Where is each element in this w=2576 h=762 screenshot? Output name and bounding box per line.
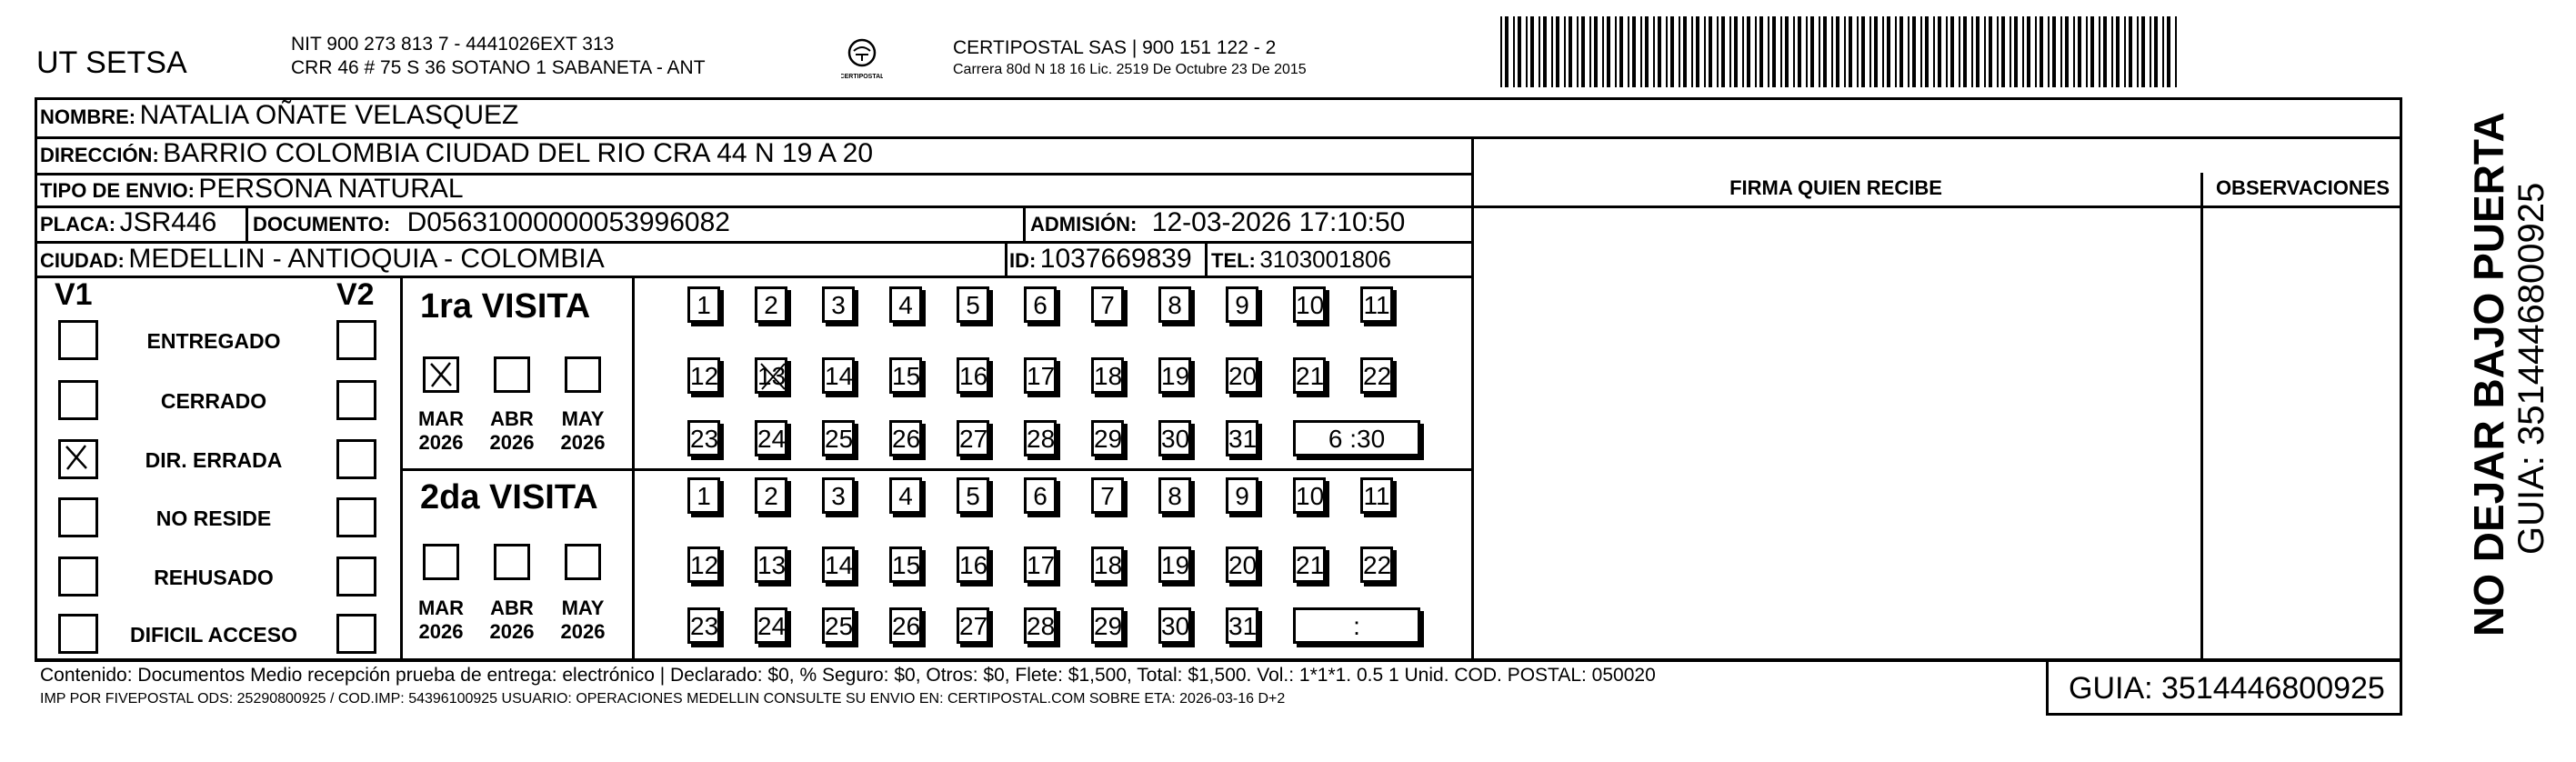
barcode-bar	[2027, 16, 2030, 87]
day-box[interactable]: 20	[1226, 546, 1258, 583]
v1-checkbox[interactable]	[58, 497, 98, 537]
barcode-bar	[1640, 16, 1642, 87]
barcode-bar	[1615, 16, 1617, 87]
v2-checkbox[interactable]	[336, 556, 376, 597]
month-checkbox[interactable]	[423, 544, 459, 580]
month-label: MAR 2026	[417, 597, 465, 643]
barcode-bar	[1849, 16, 1852, 87]
placa-cell	[40, 207, 216, 238]
day-box[interactable]: 8	[1158, 286, 1191, 323]
day-box[interactable]: 11	[1360, 286, 1393, 323]
admision-cell	[1030, 207, 1405, 238]
barcode-bar	[2048, 16, 2050, 87]
month-label: ABR 2026	[489, 597, 535, 643]
day-box[interactable]: 10	[1293, 477, 1326, 514]
month-label: ABR 2026	[489, 407, 535, 454]
barcode-bar	[1704, 16, 1706, 87]
barcode-bar	[1551, 16, 1553, 87]
barcode-bar	[2129, 16, 2132, 87]
day-box[interactable]: 13	[755, 546, 787, 583]
day-box[interactable]: 19	[1158, 546, 1191, 583]
barcode-bar	[2052, 16, 2056, 87]
day-box[interactable]: 25	[822, 607, 855, 644]
day-box[interactable]: 22	[1360, 357, 1393, 394]
barcode-bar	[1670, 16, 1674, 87]
barcode-bar	[1556, 16, 1559, 87]
barcode-bar	[1768, 16, 1769, 87]
day-box[interactable]: 4	[889, 477, 922, 514]
barcode-bar	[2141, 16, 2145, 87]
month-label: MAY 2026	[560, 407, 606, 454]
admision-value: 12-03-2026 17:10:50	[1151, 207, 1406, 237]
barcode-bar	[1577, 16, 1579, 87]
tipo-envio-row	[40, 174, 464, 205]
barcode-bar	[1831, 16, 1833, 87]
direccion-row	[40, 138, 873, 169]
v2-checkbox[interactable]	[336, 380, 376, 420]
day-box[interactable]: 19	[1158, 357, 1191, 394]
day-box[interactable]: 17	[1024, 546, 1057, 583]
v1-checkbox[interactable]	[58, 320, 98, 360]
day-box[interactable]: 26	[889, 607, 922, 644]
barcode-bar	[1819, 16, 1820, 87]
day-box[interactable]: 9	[1226, 286, 1258, 323]
footer-line2: IMP POR FIVEPOSTAL ODS: 25290800925 / COD.IMP: 54396100925 USUARIO: OPERACIONES MEDELLIN CONSULTE SU ENVIO EN: CERTIPOSTAL.COM SOBRE ETA: 2026-03-16 D+2	[40, 691, 1286, 707]
day-box[interactable]: 21	[1293, 546, 1326, 583]
v2-checkbox[interactable]	[336, 614, 376, 654]
barcode-bar	[2137, 16, 2139, 87]
barcode-bar	[1518, 16, 1521, 87]
barcode-bar	[1946, 16, 1948, 87]
tipo-envio-value: PERSONA NATURAL	[198, 174, 464, 204]
observaciones-label: OBSERVACIONES	[2215, 176, 2391, 199]
v1-checkbox[interactable]	[58, 439, 98, 479]
license-line: Carrera 80d N 18 16 Lic. 2519 De Octubre 23 De 2015	[953, 62, 1307, 77]
barcode-bar	[1887, 16, 1890, 87]
day-box[interactable]: 12	[687, 546, 720, 583]
barcode-bar	[2167, 16, 2170, 87]
barcode-bar	[1895, 16, 1897, 87]
barcode-bar	[2073, 16, 2075, 87]
barcode-bar	[1717, 16, 1719, 87]
firma-area[interactable]	[1475, 209, 2199, 657]
status-label: CERRADO	[160, 389, 267, 413]
time-box[interactable]: 6 :30	[1293, 420, 1420, 456]
v1-checkbox[interactable]	[58, 380, 98, 420]
barcode-bar	[1908, 16, 1909, 87]
side-guia: GUIA: 3514446800925	[2511, 182, 2551, 555]
placa-value: JSR446	[119, 207, 217, 237]
day-box[interactable]: 10	[1293, 286, 1326, 323]
day-box[interactable]: 1	[687, 477, 720, 514]
barcode-bar	[1861, 16, 1865, 87]
barcode-bar	[1869, 16, 1871, 87]
day-box[interactable]: 3	[822, 477, 855, 514]
barcode-bar	[2099, 16, 2100, 87]
day-box[interactable]: 7	[1091, 477, 1124, 514]
v2-checkbox[interactable]	[336, 439, 376, 479]
barcode-bar	[1933, 16, 1935, 87]
barcode-bar	[1882, 16, 1884, 87]
tipo-envio-label: TIPO DE ENVIO:	[40, 179, 195, 202]
status-label: DIR. ERRADA	[145, 448, 283, 472]
id-label: ID:	[1009, 249, 1037, 272]
barcode-bar	[2001, 16, 2005, 87]
day-box[interactable]: 15	[889, 546, 922, 583]
direccion-label: DIRECCIÓN:	[40, 144, 159, 166]
address-line: CRR 46 # 75 S 36 SOTANO 1 SABANETA - ANT	[291, 57, 706, 78]
barcode-bar	[2078, 16, 2081, 87]
month-checkbox[interactable]	[565, 544, 601, 580]
certipostal-line: CERTIPOSTAL SAS | 900 151 122 - 2	[953, 37, 1277, 58]
time-box[interactable]: :	[1293, 607, 1420, 644]
barcode-bar	[2154, 16, 2158, 87]
month-label: MAY 2026	[560, 597, 606, 643]
barcode-bar	[1912, 16, 1916, 87]
barcode-bar	[1653, 16, 1655, 87]
day-box[interactable]: 1	[687, 286, 720, 323]
day-box[interactable]: 27	[957, 420, 989, 456]
status-label: REHUSADO	[154, 566, 274, 589]
ciudad-label: CIUDAD:	[40, 249, 125, 272]
month-checkbox[interactable]	[565, 356, 601, 393]
day-box[interactable]: 18	[1091, 546, 1124, 583]
day-box[interactable]: 25	[822, 420, 855, 456]
day-box[interactable]: 30	[1158, 420, 1191, 456]
placa-label: PLACA:	[40, 213, 116, 236]
day-box[interactable]: 16	[957, 357, 989, 394]
day-box[interactable]: 6	[1024, 286, 1057, 323]
barcode-bar	[1543, 16, 1547, 87]
nombre-row	[40, 100, 518, 131]
day-box[interactable]: 5	[957, 286, 989, 323]
barcode-bar	[1938, 16, 1941, 87]
nit-line: NIT 900 273 813 7 - 4441026EXT 313	[291, 34, 615, 55]
day-box[interactable]: 8	[1158, 477, 1191, 514]
barcode-bar	[1658, 16, 1661, 87]
barcode-bar	[1721, 16, 1725, 87]
day-box[interactable]: 31	[1226, 607, 1258, 644]
barcode-bar	[1899, 16, 1903, 87]
day-box[interactable]: 29	[1091, 607, 1124, 644]
barcode-bar	[1984, 16, 1986, 87]
barcode-bar	[1696, 16, 1699, 87]
barcode-bar	[1857, 16, 1859, 87]
barcode-bar	[1785, 16, 1789, 87]
barcode-bar	[2116, 16, 2120, 87]
barcode-bar	[1564, 16, 1566, 87]
month-checkbox[interactable]	[494, 544, 530, 580]
day-box[interactable]: 16	[957, 546, 989, 583]
observaciones-area[interactable]	[2204, 209, 2401, 657]
barcode-bar	[1581, 16, 1585, 87]
documento-value: D05631000000053996082	[406, 207, 730, 237]
day-box[interactable]: 30	[1158, 607, 1191, 644]
status-label: ENTREGADO	[146, 329, 281, 353]
v2-label: V2	[336, 277, 375, 312]
barcode-bar	[1989, 16, 1992, 87]
day-box[interactable]: 26	[889, 420, 922, 456]
first-visit-title: 1ra VISITA	[420, 287, 591, 326]
barcode-bar	[1691, 16, 1693, 87]
day-box[interactable]: 5	[957, 477, 989, 514]
day-box[interactable]: 13	[755, 357, 787, 394]
barcode-bar	[1836, 16, 1839, 87]
day-box[interactable]: 15	[889, 357, 922, 394]
barcode-bar	[2035, 16, 2037, 87]
v1-checkbox[interactable]	[58, 614, 98, 654]
barcode-bar	[1976, 16, 1980, 87]
barcode-bar	[1742, 16, 1744, 87]
barcode-bar	[1810, 16, 1814, 87]
barcode-bar	[2103, 16, 2107, 87]
month-checkbox[interactable]	[423, 356, 459, 393]
day-box[interactable]: 14	[822, 357, 855, 394]
day-box[interactable]: 20	[1226, 357, 1258, 394]
day-box[interactable]: 31	[1226, 420, 1258, 456]
barcode-bar	[1505, 16, 1509, 87]
day-box[interactable]: 29	[1091, 420, 1124, 456]
day-box[interactable]: 11	[1360, 477, 1393, 514]
barcode-bar	[1513, 16, 1515, 87]
barcode-bar	[1950, 16, 1954, 87]
barcode-bar	[2060, 16, 2062, 87]
barcode-bar	[2111, 16, 2113, 87]
barcode-bar	[1594, 16, 1598, 87]
barcode-bar	[1798, 16, 1801, 87]
day-box[interactable]: 21	[1293, 357, 1326, 394]
ciudad-cell	[40, 244, 605, 275]
day-box[interactable]: 23	[687, 607, 720, 644]
tel-cell	[1211, 246, 1391, 274]
v2-checkbox[interactable]	[336, 320, 376, 360]
day-box[interactable]: 22	[1360, 546, 1393, 583]
barcode-bar	[1874, 16, 1878, 87]
day-box[interactable]: 2	[755, 286, 787, 323]
documento-cell	[253, 207, 730, 238]
barcode-bar	[2162, 16, 2164, 87]
nombre-value: NATALIA OÑATE VELASQUEZ	[139, 100, 519, 130]
barcode-bar	[1709, 16, 1712, 87]
company-name: UT SETSA	[36, 45, 187, 80]
barcode-bar	[2124, 16, 2126, 87]
barcode-bar	[1959, 16, 1960, 87]
status-label: DIFICIL ACCESO	[129, 623, 297, 647]
barcode-bar	[1755, 16, 1757, 87]
day-box[interactable]: 27	[957, 607, 989, 644]
day-box[interactable]: 18	[1091, 357, 1124, 394]
day-box[interactable]: 28	[1024, 607, 1057, 644]
barcode-bar	[1526, 16, 1528, 87]
certipostal-logo	[841, 36, 883, 84]
id-cell	[1009, 244, 1192, 275]
day-box[interactable]: 7	[1091, 286, 1124, 323]
day-box[interactable]: 17	[1024, 357, 1057, 394]
v1-label: V1	[55, 277, 93, 312]
barcode-bar	[2010, 16, 2011, 87]
barcode-bar	[1997, 16, 1999, 87]
id-value: 1037669839	[1039, 244, 1192, 274]
nombre-label: NOMBRE:	[40, 105, 136, 128]
barcode-bar	[1666, 16, 1668, 87]
admision-label: ADMISIÓN:	[1030, 213, 1138, 236]
day-box[interactable]: 28	[1024, 420, 1057, 456]
barcode-bar	[1729, 16, 1731, 87]
barcode-bar	[1619, 16, 1623, 87]
barcode-bar	[2014, 16, 2018, 87]
barcode-bar	[1844, 16, 1846, 87]
barcode-bar	[1925, 16, 1929, 87]
ciudad-value: MEDELLIN - ANTIOQUIA - COLOMBIA	[128, 244, 605, 274]
day-box[interactable]: 6	[1024, 477, 1057, 514]
direccion-value: BARRIO COLOMBIA CIUDAD DEL RIO CRA 44 N 19 A 20	[163, 138, 874, 168]
barcode-bar	[1607, 16, 1610, 87]
barcode-bar	[1971, 16, 1973, 87]
barcode-bar	[1500, 16, 1502, 87]
day-box[interactable]: 24	[755, 607, 787, 644]
barcode-bar	[1632, 16, 1636, 87]
barcode-bar	[1920, 16, 1922, 87]
tel-value: 3103001806	[1259, 246, 1391, 273]
barcode-bar	[2175, 16, 2177, 87]
barcode-bar	[1734, 16, 1738, 87]
barcode-bar	[2150, 16, 2151, 87]
documento-label: DOCUMENTO:	[253, 213, 391, 236]
v1-checkbox[interactable]	[58, 556, 98, 597]
barcode-bar	[2065, 16, 2069, 87]
barcode-bar	[1602, 16, 1604, 87]
barcode-bar	[1780, 16, 1782, 87]
barcode-bar	[1747, 16, 1750, 87]
day-box[interactable]: 12	[687, 357, 720, 394]
barcode-bar	[1793, 16, 1795, 87]
footer-guia: GUIA: 3514446800925	[2069, 671, 2385, 706]
no-dejar-bajo-puerta: NO DEJAR BAJO PUERTA	[2465, 112, 2512, 637]
day-box[interactable]: 4	[889, 286, 922, 323]
barcode-bar	[2022, 16, 2024, 87]
second-visit-title: 2da VISITA	[420, 478, 598, 516]
barcode-bar	[1806, 16, 1808, 87]
day-box[interactable]: 9	[1226, 477, 1258, 514]
v2-checkbox[interactable]	[336, 497, 376, 537]
tel-label: TEL:	[1211, 249, 1256, 272]
barcode-bar	[1963, 16, 1967, 87]
day-box[interactable]: 24	[755, 420, 787, 456]
barcode-bar	[1589, 16, 1591, 87]
footer-line1: Contenido: Documentos Medio recepción prueba de entrega: electrónico | Declarado: $0, % Seguro: $0, Otros: $0, Flete: $1,500, Total: $1,500. Vol.: 1*1*1. 0.5 1 Unid. COD. POSTAL: 050020	[40, 665, 1656, 686]
day-box[interactable]: 23	[687, 420, 720, 456]
barcode-bar	[1539, 16, 1540, 87]
svg-text:CERTIPOSTAL: CERTIPOSTAL	[841, 74, 883, 80]
barcode	[1500, 16, 2182, 89]
firma-label: FIRMA QUIEN RECIBE	[1729, 176, 1942, 199]
day-box[interactable]: 14	[822, 546, 855, 583]
month-label: MAR 2026	[417, 407, 465, 454]
barcode-bar	[2090, 16, 2094, 87]
month-checkbox[interactable]	[494, 356, 530, 393]
day-box[interactable]: 2	[755, 477, 787, 514]
barcode-bar	[1683, 16, 1687, 87]
barcode-bar	[1530, 16, 1534, 87]
barcode-bar	[1679, 16, 1680, 87]
barcode-bar	[2086, 16, 2088, 87]
barcode-bar	[1759, 16, 1763, 87]
barcode-bar	[1628, 16, 1629, 87]
day-box[interactable]: 3	[822, 286, 855, 323]
barcode-bar	[1569, 16, 1572, 87]
barcode-bar	[1645, 16, 1649, 87]
status-label: NO RESIDE	[155, 506, 272, 530]
barcode-bar	[1823, 16, 1827, 87]
barcode-bar	[1772, 16, 1776, 87]
barcode-bar	[2040, 16, 2043, 87]
